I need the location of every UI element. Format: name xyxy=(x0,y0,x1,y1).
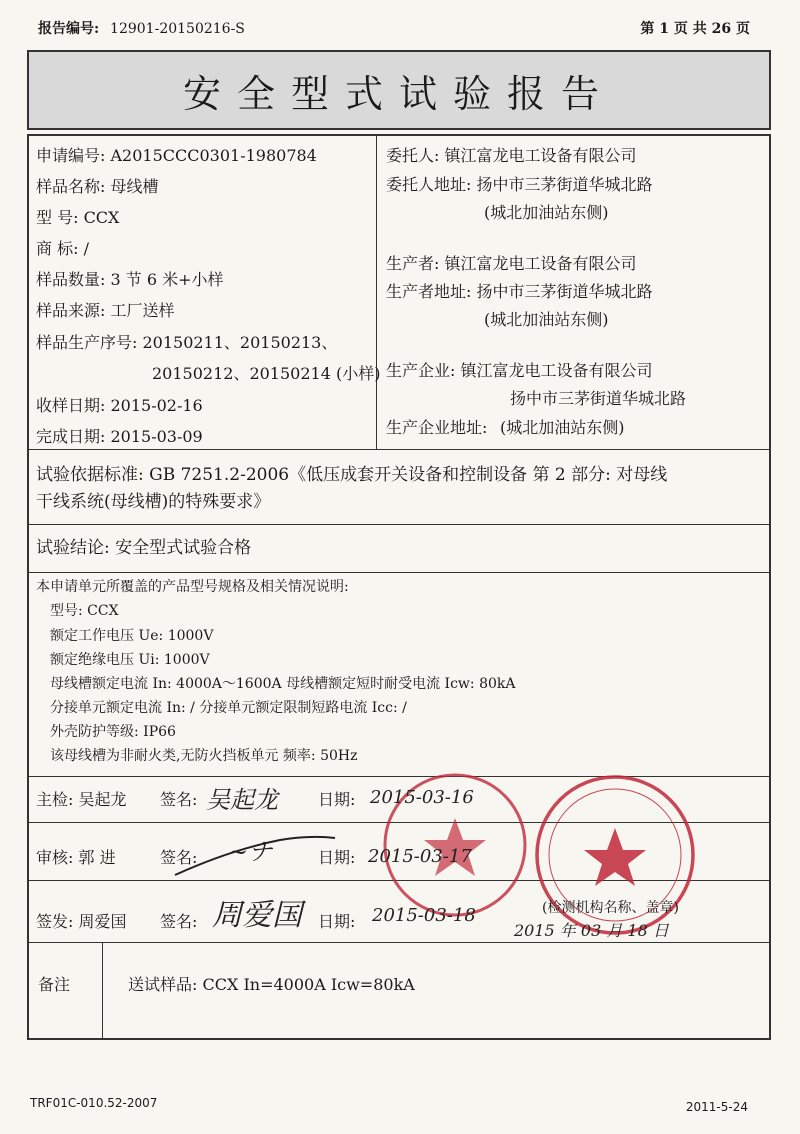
trademark: 商 标: / xyxy=(36,239,89,258)
test-standard: 试验依据标准: GB 7251.2-2006《低压成套开关设备和控制设备 第 2 部分: 对母线 xyxy=(36,465,668,485)
scope-line: 母线槽额定电流 In: 4000A～1600A 母线槽额定短时耐受电流 Icw: 80kA xyxy=(50,676,516,692)
date-approver: 2015-03-18 xyxy=(372,905,476,926)
factory-address: 扬中市三茅街道华城北路 xyxy=(510,389,687,408)
scope-line: 额定绝缘电压 Ui: 1000V xyxy=(50,652,210,668)
serial-numbers-cont: 20150212、20150214 (小样) xyxy=(152,364,381,383)
date-label: 日期: xyxy=(318,790,356,809)
divider xyxy=(29,524,769,525)
sign-label: 签名: xyxy=(160,848,198,867)
factory-address-cont: (城北加油站东侧) xyxy=(500,418,625,437)
received-date: 收样日期: 2015-02-16 xyxy=(36,396,203,415)
factory-address-label: 生产企业地址: xyxy=(386,418,488,437)
chief-inspector: 主检: 吴起龙 xyxy=(36,790,127,809)
remarks-divider xyxy=(102,942,103,1040)
date-inspector: 2015-03-16 xyxy=(370,787,474,808)
form-number: TRF01C-010.52-2007 xyxy=(30,1096,158,1110)
reviewer: 审核: 郭 进 xyxy=(36,848,116,867)
date-reviewer: 2015-03-17 xyxy=(368,846,472,867)
factory: 生产企业: 镇江富龙电工设备有限公司 xyxy=(386,361,653,380)
report-title-box xyxy=(27,50,771,130)
approver: 签发: 周爱国 xyxy=(36,912,127,931)
scope-line: 分接单元额定电流 In: / 分接单元额定限制短路电流 Icc: / xyxy=(50,700,407,716)
client-address-cont: (城北加油站东侧) xyxy=(484,203,609,222)
remarks-label: 备注 xyxy=(38,975,71,994)
date-label: 日期: xyxy=(318,848,356,867)
test-standard-cont: 干线系统(母线槽)的特殊要求》 xyxy=(36,492,271,512)
signature-approver: 周爱国 xyxy=(212,898,302,933)
apply-number: 申请编号: A2015CCC0301-1980784 xyxy=(36,146,317,165)
report-number xyxy=(38,18,245,38)
sample-quantity: 样品数量: 3 节 6 米+小样 xyxy=(36,270,224,289)
signature-inspector: 吴起龙 xyxy=(206,786,278,814)
scope-line: 该母线槽为非耐火类,无防火挡板单元 频率: 50Hz xyxy=(50,748,358,764)
producer-address: 生产者地址: 扬中市三茅街道华城北路 xyxy=(386,282,653,301)
stamp-note: (检测机构名称、盖章) xyxy=(542,900,679,916)
remarks-content: 送试样品: CCX In=4000A Icw=80kA xyxy=(128,975,415,994)
producer-address-cont: (城北加油站东侧) xyxy=(484,310,609,329)
signature-reviewer-stroke xyxy=(170,830,340,890)
page-info: 第 1 页 共 26 页 xyxy=(640,21,750,37)
sign-label: 签名: xyxy=(160,912,198,931)
report-number-value: 12901-20150216-S xyxy=(110,21,245,37)
divider xyxy=(29,449,769,450)
divider xyxy=(29,572,769,573)
report-title: 安全型式试验报告 xyxy=(182,71,615,116)
sign-label: 签名: xyxy=(160,790,198,809)
column-divider xyxy=(376,136,377,449)
serial-numbers: 样品生产序号: 20150211、20150213、 xyxy=(36,333,338,352)
sample-source: 样品来源: 工厂送样 xyxy=(36,301,175,320)
scope-heading: 本申请单元所覆盖的产品型号规格及相关情况说明: xyxy=(36,579,349,595)
signature-reviewer: ~ナ xyxy=(228,838,273,866)
report-number-label: 报告编号: xyxy=(38,21,100,37)
stamp-date: 2015 年 03 月 18 日 xyxy=(514,921,669,940)
producer: 生产者: 镇江富龙电工设备有限公司 xyxy=(386,254,637,273)
test-conclusion: 试验结论: 安全型式试验合格 xyxy=(36,538,252,558)
scope-line: 额定工作电压 Ue: 1000V xyxy=(50,628,214,644)
completed-date: 完成日期: 2015-03-09 xyxy=(36,427,203,446)
form-date: 2011-5-24 xyxy=(685,1100,748,1114)
sample-name: 样品名称: 母线槽 xyxy=(36,177,159,196)
date-label: 日期: xyxy=(318,912,356,931)
model: 型 号: CCX xyxy=(36,208,120,227)
client-address: 委托人地址: 扬中市三茅街道华城北路 xyxy=(386,175,653,194)
scope-line: 型号: CCX xyxy=(50,603,119,619)
client: 委托人: 镇江富龙电工设备有限公司 xyxy=(386,146,637,165)
scope-line: 外壳防护等级: IP66 xyxy=(50,724,176,740)
